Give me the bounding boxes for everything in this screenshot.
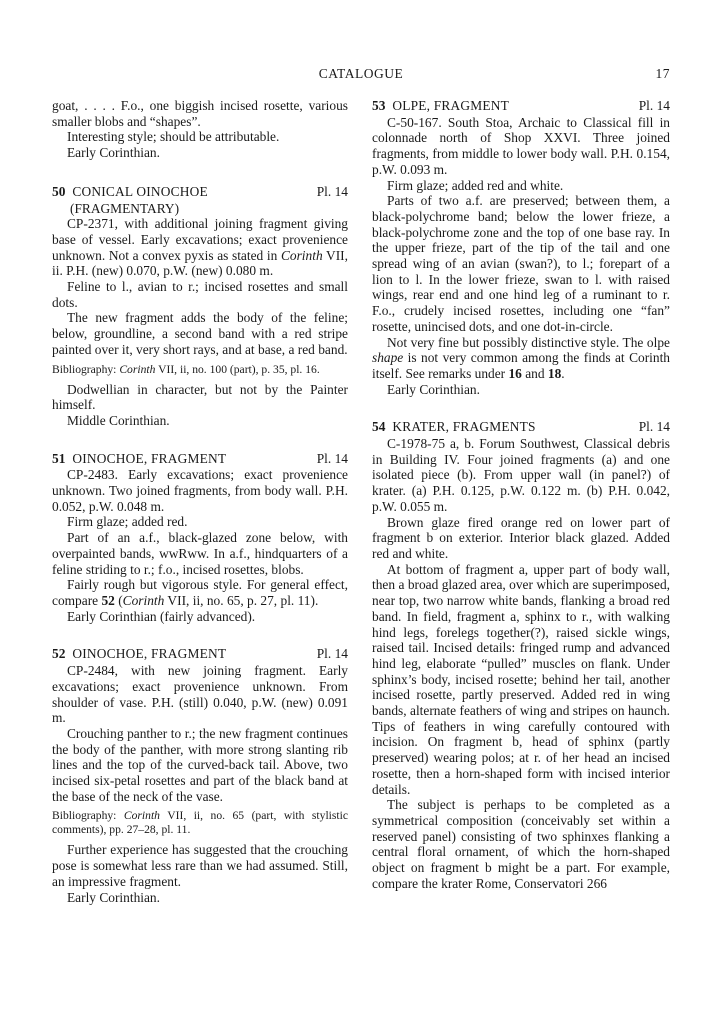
entry-50-corinth-ref: Corinth (280, 247, 323, 263)
entry-54-description: C-1978-75 a, b. Forum Southwest, Classical debris in Building IV. Four joined fragments (a) and one isolated piece (b). From upper wall (in panel?) of krater. (a) P.H. 0.125, p.W. 0.122 m. (b) P.H. 0.042, p.W. 0.055 m. (372, 436, 670, 514)
entry-53-title: OLPE, FRAGMENT (392, 98, 510, 113)
entry-51-description: CP-2483. Early excavations; exact provenience unknown. Two joined fragments, from body wall. P.H. 0.052, p.W. 0.048 m. (52, 467, 348, 514)
entry-54-plate: Pl. 14 (638, 419, 670, 435)
entry-50-comment: Dodwellian in character, but not by the Painter himself. (52, 381, 348, 413)
continuation-text: goat, . . . . F.o., one biggish incised rosette, various smaller blobs and “shapes”. (52, 98, 348, 129)
entry-54-heading (372, 419, 670, 435)
entry-52 (52, 646, 348, 905)
entry-52-heading (52, 646, 348, 662)
entry-52-number: 52 (52, 646, 66, 662)
entry-52-bibliography: Bibliography: Corinth VII, ii, no. 65 (part, with stylistic comments), pp. 27–28, pl. 11. (52, 809, 348, 837)
entry-50-date: Middle Corinthian. (67, 412, 170, 428)
entry-51-plate: Pl. 14 (316, 450, 348, 466)
entry-51-heading (52, 451, 348, 467)
entry-53-subject: Parts of two a.f. are preserved; between them, a black-polychrome band; below the lower frieze, a black-polychrome zone and the top of one base ray. In the upper frieze, part of the tip of the tail and one spread wing of an avian (swan?), to l.; forepart of a lion to l. In the lower frieze, swan to l. with raised wings, rear end and one hind leg of a ruminant to r. F.o., crudely incised rosettes, including one “fan” rosette, unincised dots, and one dot-in-circle. (372, 193, 670, 334)
entry-53-plate: Pl. 14 (638, 98, 670, 113)
entry-51 (52, 451, 348, 625)
entry-50-description: CP-2371, with additional joining fragment giving base of vessel. Early excavations; exact provenience unknown. Not a convex pyxis as stated in Corinth VII, ii. P.H. (new) 0.070, p.W. (new) 0.080 m. (52, 216, 348, 279)
entry-51-comment: Fairly rough but vigorous style. For general effect, compare 52 (Corinth VII, ii, no. 65, p. 27, pl. 11). (52, 577, 348, 608)
entry-51-number: 51 (52, 450, 66, 466)
entry-50-heading (52, 184, 348, 200)
entry-50-new-fragment: The new fragment adds the body of the feline; below, groundline, a second band with a red stripe painted over it, very short rays, and at base, a red band. (52, 310, 348, 357)
left-column (52, 98, 348, 905)
entry-50-plate: Pl. 14 (316, 183, 348, 199)
entry-53-comment: Not very fine but possibly distinctive style. The olpe shape is not very common among the finds at Corinth itself. See remarks under 16 and 18. (372, 334, 670, 381)
entry-53-date: Early Corinthian. (387, 381, 480, 397)
entry-52-subject: Crouching panther to r.; the new fragment continues the body of the panther, with more strong slanting rib lines and the top of the curved-back tail. Above, two incised six-petal rosettes and part of the black band at the base of the neck of the vase. (52, 725, 348, 804)
running-head (52, 66, 670, 86)
running-head-title: CATALOGUE (318, 66, 404, 81)
entry-51-date: Early Corinthian (fairly advanced). (67, 608, 256, 624)
entry-53-number: 53 (372, 98, 386, 113)
entry-53-description: C-50-167. South Stoa, Archaic to Classical fill in colonnade north of Shop XXVI. Three joined fragments, from middle to lower body wall. P.H. 0.154, p.W. 0.093 m. (372, 114, 670, 177)
entry-54-subject: At bottom of fragment a, upper part of body wall, then a broad glazed area, over which are superimposed, near top, two narrow white bands, flanking a broad red band. In field, fragment a, sphinx to r., with walking hind legs, forelegs together(?), raised sickle wings, raised tail. Incised details: fringed rump and advanced hind leg, elaborate “pulled” muscles on flank. Under sphinx’s body, incised rosette; behind her tail, another incised rosette, partly preserved. Added red in wing bands, alternate feathers of wing and stripes on haunch. Tips of feathers in wing carefully contoured with incision. On fragment b, head of sphinx (partly preserved) wearing polos; at r. of her head an incised rosette, then a horn-shaped form with incised interior details. (372, 561, 670, 797)
entry-52-comment: Further experience has suggested that the crouching pose is somewhat less rare than we had assumed. Still, an impressive fragment. (52, 842, 348, 889)
entry-52-description: CP-2484, with new joining fragment. Early excavations; exact provenience unknown. From shoulder of vase. P.H. (still) 0.040, p.W. (new) 0.091 m. (52, 663, 348, 726)
continuation-entry (52, 98, 348, 161)
entry-54-number: 54 (372, 419, 386, 435)
entry-54 (372, 419, 670, 891)
entry-50-subject: Feline to l., avian to r.; incised rosettes and small dots. (52, 279, 348, 310)
entry-50-title: CONICAL OINOCHOE (72, 183, 208, 199)
entry-50 (52, 184, 348, 429)
page-number: 17 (655, 66, 670, 81)
entry-51-title: OINOCHOE, FRAGMENT (72, 450, 227, 466)
entry-50-number: 50 (52, 183, 66, 199)
continuation-date: Early Corinthian. (67, 145, 160, 161)
entry-53-glaze: Firm glaze; added red and white. (387, 177, 564, 193)
entry-54-comment: The subject is perhaps to be completed as a symmetrical composition (conceivably set within a reserved panel) consisting of two sphinxes flanking a central floral ornament, of which the horn-shaped object on fragment b might be a part. For example, compare the krater Rome, Conservatori 266 (372, 797, 670, 891)
entry-52-plate: Pl. 14 (316, 646, 348, 662)
entry-53 (372, 98, 670, 397)
right-column (372, 98, 670, 891)
entry-51-subject: Part of an a.f., black-glazed zone below, with overpainted bands, wwRww. In a.f., hindquarters of a feline striding to r.; f.o., incised rosettes, blobs. (52, 530, 348, 577)
entry-50-subtitle: (FRAGMENTARY) (70, 200, 180, 216)
entry-53-heading (372, 98, 670, 114)
entry-52-title: OINOCHOE, FRAGMENT (72, 646, 227, 662)
continuation-comment: Interesting style; should be attributable. (67, 129, 280, 145)
entry-54-glaze: Brown glaze fired orange red on lower part of fragment b on exterior. Interior black glazed. Added red and white. (372, 514, 670, 561)
entry-54-title: KRATER, FRAGMENTS (392, 419, 536, 435)
entry-51-glaze: Firm glaze; added red. (67, 514, 188, 530)
entry-50-bibliography: Bibliography: Corinth VII, ii, no. 100 (part), p. 35, pl. 16. (52, 362, 320, 376)
entry-52-date: Early Corinthian. (67, 889, 160, 905)
